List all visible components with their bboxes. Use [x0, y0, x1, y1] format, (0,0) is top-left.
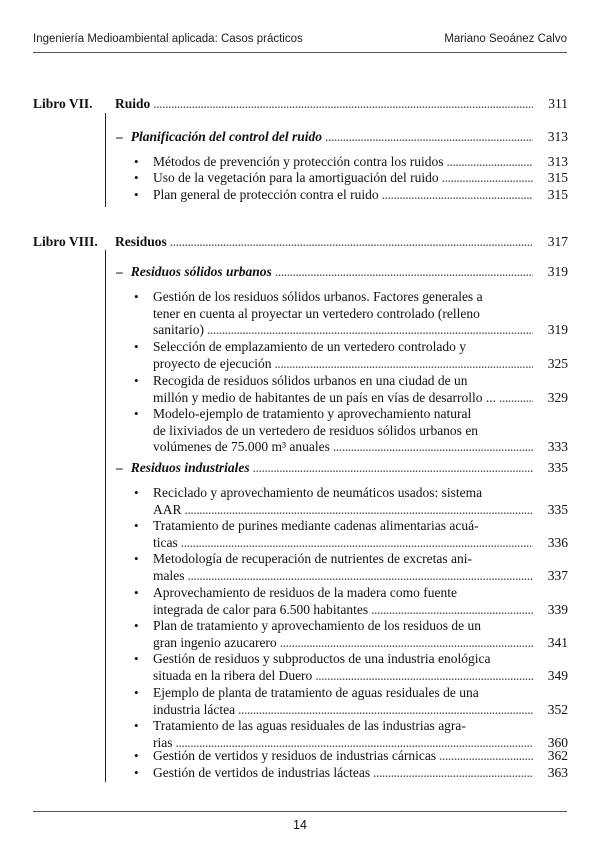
item-text-line: Aprovechamiento de residuos de la madera como fuente [153, 585, 458, 600]
item-text: integrada de calor para 6.500 habitantes [153, 601, 369, 617]
toc-item-entry-text [153, 169, 439, 186]
item-text: ticas [153, 534, 178, 550]
toc-section-entry-text [116, 263, 272, 280]
page-ref: 313 [547, 154, 568, 169]
toc-item-entry-text [153, 501, 182, 518]
toc-section-entry[interactable] [116, 263, 568, 280]
bullet-icon: • [134, 154, 139, 169]
section-title: Residuos industriales [130, 460, 250, 475]
bullet-icon: • [134, 518, 139, 533]
item-text-line: Selección de emplazamiento de un vertedero controlado y [153, 339, 466, 354]
toc-item-entry[interactable] [153, 701, 568, 718]
page-ref: 339 [547, 601, 568, 617]
page-ref: 363 [547, 765, 568, 780]
dot-leader [373, 764, 533, 781]
page-ref: 325 [547, 355, 568, 371]
bullet-icon: • [134, 765, 139, 780]
header-book-title: Ingeniería Medioambiental aplicada: Casos prácticos [33, 33, 303, 45]
dot-leader [325, 128, 533, 145]
bullet-icon: • [134, 339, 139, 354]
item-text: volúmenes de 75.000 m³ anuales [153, 439, 330, 455]
page-number: 14 [293, 818, 307, 832]
toc-item-entry-text [153, 601, 368, 618]
dot-leader [280, 634, 533, 651]
item-text-line: Ejemplo de planta de tratamiento de aguas residuales de una [153, 685, 479, 700]
page-ref: 362 [547, 748, 568, 763]
margin-rule [105, 250, 106, 782]
toc-item-entry-text [153, 667, 312, 684]
page-ref: 333 [547, 439, 568, 455]
page-ref: 349 [547, 667, 568, 683]
toc-item-entry[interactable] [153, 186, 568, 203]
item-text-line: tener en cuenta al proyectar un vertedero controlado (relleno [153, 305, 480, 321]
item-text-line: Tratamiento de purines mediante cadenas alimentarias acuá- [153, 518, 479, 533]
item-text-line: Plan de tratamiento y aprovechamiento de los residuos de un [153, 618, 482, 633]
page-ref: 337 [547, 567, 568, 583]
running-header [33, 33, 567, 45]
toc-item-entry[interactable] [153, 534, 568, 551]
toc-section-entry-text [116, 128, 322, 145]
toc-item-entry[interactable] [153, 667, 568, 684]
item-text-line: Reciclado y aprovechamiento de neumáticos usados: sistema [153, 485, 483, 500]
page-ref: 315 [547, 170, 568, 185]
item-text: proyecto de ejecución [153, 355, 272, 371]
dot-leader [207, 321, 533, 338]
page-ref: 317 [547, 234, 568, 249]
toc-section-entry-text [116, 459, 250, 476]
toc-book-entry[interactable] [33, 233, 568, 250]
item-text: Gestión de vertidos y residuos de industrias cárnicas [153, 748, 437, 763]
bullet-icon: • [134, 618, 139, 633]
item-text-line: de lixiviados de un vertedero de residuos sólidos urbanos en [153, 422, 479, 438]
dot-leader [253, 459, 533, 476]
page-ref: 311 [548, 96, 568, 111]
item-text: industria láctea [153, 701, 236, 717]
page-ref: 319 [547, 322, 568, 338]
item-text: rias [153, 734, 173, 750]
toc-item-entry-text [153, 438, 330, 455]
dot-leader [447, 153, 533, 170]
toc-item-entry[interactable] [153, 634, 568, 651]
header-rule [33, 52, 567, 53]
page-ref: 335 [547, 501, 568, 517]
dot-leader [188, 567, 534, 584]
toc-item-entry[interactable] [153, 567, 568, 584]
item-text-line: Gestión de residuos y subproductos de una industria enológica [153, 651, 491, 666]
toc-item-entry[interactable] [153, 764, 568, 781]
toc-item-entry[interactable] [153, 153, 568, 170]
dot-leader [275, 263, 533, 280]
book-heading [33, 96, 150, 111]
toc-item-entry[interactable] [153, 389, 568, 406]
toc-item-entry-text [153, 634, 277, 651]
bullet-icon: • [134, 651, 139, 666]
book-label: Libro VIII. [33, 234, 98, 249]
section-heading [116, 460, 250, 475]
item-text: gran ingenio azucarero [153, 634, 277, 650]
bullet-icon: • [134, 373, 139, 388]
item-text-line: Gestión de los residuos sólidos urbanos. Factores generales a [153, 289, 483, 304]
page-ref: 335 [547, 460, 568, 475]
dash-marker: – [116, 460, 123, 475]
toc-book-entry[interactable] [33, 95, 568, 112]
item-text: Gestión de vertidos de industrias lácteas [153, 765, 371, 780]
bullet-icon: • [134, 718, 139, 733]
page-ref: 319 [547, 264, 568, 279]
item-text-line: Modelo-ejemplo de tratamiento y aprovechamiento natural [153, 406, 472, 421]
item-text: AAR [153, 501, 182, 517]
dash-marker: – [116, 264, 123, 279]
toc-book-entry-text [33, 233, 167, 250]
toc-item-entry-text [153, 153, 444, 170]
toc-book-entry-text [33, 95, 150, 112]
book-heading [33, 234, 167, 249]
toc-item-entry-text [153, 764, 370, 781]
page-ref: 352 [547, 701, 568, 717]
section-heading [116, 129, 322, 144]
toc-item-entry-text [153, 355, 271, 372]
page-ref: 360 [547, 734, 568, 750]
section-heading [116, 264, 272, 279]
bullet-icon: • [134, 187, 139, 202]
toc-item-entry[interactable] [153, 438, 568, 455]
toc-item-entry[interactable] [153, 355, 568, 372]
toc-item-entry-text [153, 321, 204, 338]
bullet-icon: • [134, 685, 139, 700]
item-text: millón y medio de habitantes de un país en vías de desarrollo ... [153, 389, 497, 405]
toc-section-entry[interactable] [116, 459, 568, 476]
section-title: Planificación del control del ruido [130, 129, 322, 144]
page-ref: 329 [547, 389, 568, 405]
page-ref: 315 [547, 187, 568, 202]
page-ref: 336 [547, 534, 568, 550]
header-author: Mariano Seoánez Calvo [444, 33, 567, 45]
toc-item-entry-text [153, 701, 235, 718]
bullet-icon: • [134, 170, 139, 185]
book-label: Libro VII. [33, 96, 93, 111]
dot-leader [274, 355, 533, 372]
toc-item-entry[interactable] [153, 169, 568, 186]
toc-item-entry[interactable] [153, 601, 568, 618]
item-text: Uso de la vegetación para la amortiguación del ruido [153, 170, 439, 185]
dot-leader [371, 601, 533, 618]
item-text-line: Metodología de recuperación de nutrientes de excretas ani- [153, 551, 472, 566]
book-title: Residuos [115, 234, 167, 249]
dot-leader [238, 701, 533, 718]
toc-item-entry[interactable] [153, 747, 568, 764]
item-text: Métodos de prevención y protección contra los ruidos [153, 154, 444, 169]
toc-section-entry[interactable] [116, 128, 568, 145]
page-ref: 341 [547, 634, 568, 650]
toc-item-entry[interactable] [153, 501, 568, 518]
bullet-icon: • [134, 485, 139, 500]
dot-leader [439, 747, 533, 764]
dot-leader [185, 501, 533, 518]
book-title: Ruido [115, 96, 151, 111]
dot-leader [382, 186, 533, 203]
item-text: sanitario) [153, 322, 204, 338]
toc-item-entry-text [153, 747, 436, 764]
bullet-icon: • [134, 289, 139, 304]
item-text: situada en la ribera del Duero [153, 667, 313, 683]
bullet-icon: • [134, 748, 139, 763]
dot-leader [153, 95, 533, 112]
dot-leader [170, 233, 533, 250]
footer-rule [33, 811, 567, 812]
dot-leader [315, 667, 533, 684]
item-text-line: Recogida de residuos sólidos urbanos en una ciudad de un [153, 373, 468, 388]
bullet-icon: • [134, 406, 139, 421]
toc-item-entry-text [153, 186, 379, 203]
item-text-line: Tratamiento de las aguas residuales de las industrias agra- [153, 718, 466, 733]
toc-item-entry-text [153, 567, 185, 584]
dot-leader [333, 438, 533, 455]
dot-leader [499, 389, 533, 406]
toc-item-entry[interactable] [153, 321, 568, 338]
bullet-icon: • [134, 585, 139, 600]
dot-leader [442, 169, 533, 186]
page-ref: 313 [547, 129, 568, 144]
section-title: Residuos sólidos urbanos [130, 264, 272, 279]
toc-item-entry-text [153, 389, 496, 406]
dash-marker: – [116, 129, 123, 144]
bullet-icon: • [134, 551, 139, 566]
item-text: Plan general de protección contra el ruido [153, 187, 379, 202]
item-text: males [153, 567, 185, 583]
dot-leader [181, 534, 533, 551]
margin-rule [105, 113, 106, 207]
toc-item-entry-text [153, 534, 178, 551]
